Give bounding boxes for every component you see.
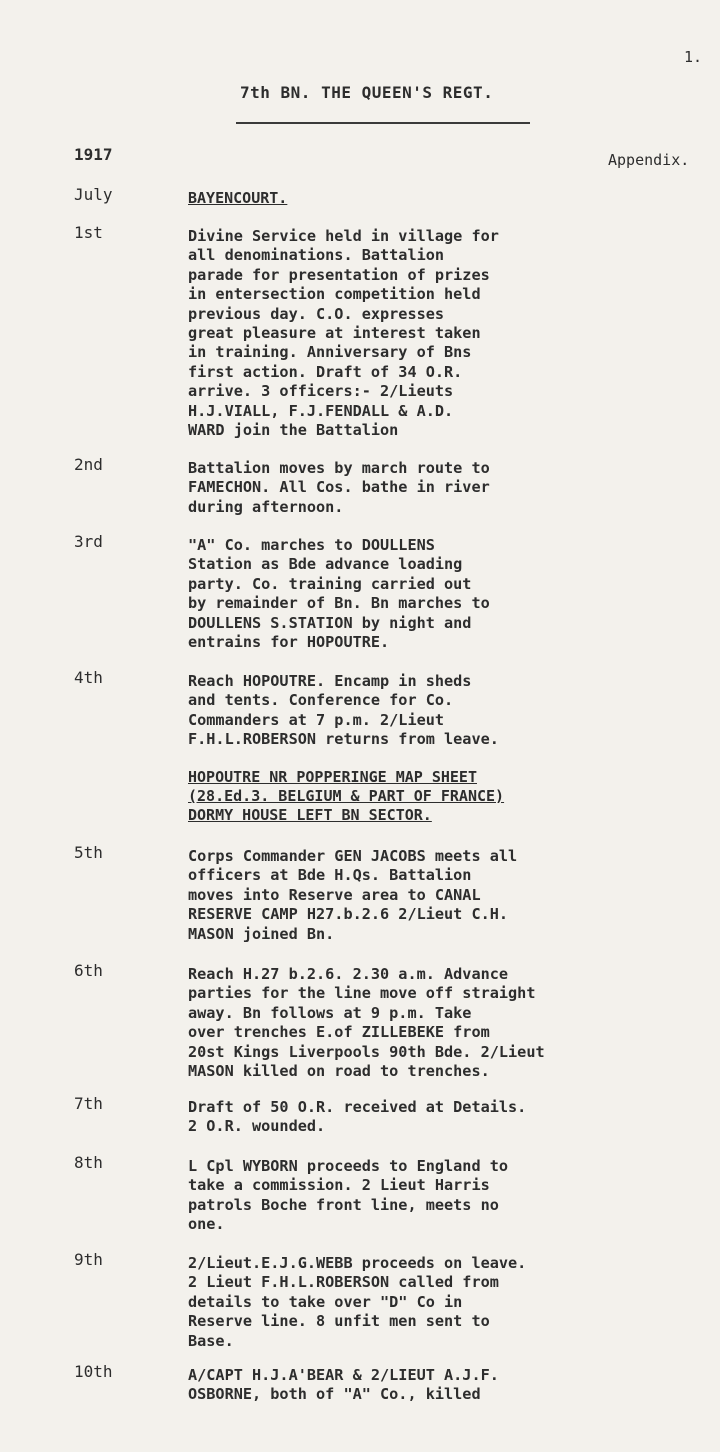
- entry-line: over trenches E.of ZILLEBEKE from: [188, 1023, 490, 1042]
- year: 1917: [74, 145, 113, 164]
- entry-line: parties for the line move off straight: [188, 984, 536, 1003]
- entry-line: all denominations. Battalion: [188, 246, 445, 265]
- entry-text: [188, 965, 545, 1081]
- entry-day: 5th: [74, 843, 103, 862]
- entry-text: [188, 459, 490, 517]
- entry-text: [188, 672, 499, 750]
- entry-text: [188, 1098, 526, 1137]
- entry-day: 4th: [74, 668, 103, 687]
- entry-line: MASON joined Bn.: [188, 924, 335, 943]
- entry-line: 2 O.R. wounded.: [188, 1117, 326, 1136]
- entry-day: 2nd: [74, 455, 103, 474]
- entry-line: A/CAPT H.J.A'BEAR & 2/LIEUT A.J.F.: [188, 1366, 499, 1384]
- entry-line: Commanders at 7 p.m. 2/Lieut: [188, 710, 445, 729]
- entry-line: one.: [188, 1215, 225, 1234]
- entry-line: Reach HOPOUTRE. Encamp in sheds: [188, 672, 472, 690]
- entry-line: during afternoon.: [188, 497, 344, 516]
- entry-text: [188, 536, 490, 652]
- entry-day: 6th: [74, 961, 103, 980]
- entry-line: officers at Bde H.Qs. Battalion: [188, 866, 472, 885]
- entry-line: entrains for HOPOUTRE.: [188, 632, 390, 651]
- entry-text: [188, 1366, 499, 1405]
- entry-line: 20st Kings Liverpools 90th Bde. 2/Lieut: [188, 1042, 545, 1061]
- entry-line: 2 Lieut F.H.L.ROBERSON called from: [188, 1273, 499, 1292]
- section-heading-line: DORMY HOUSE LEFT BN SECTOR.: [188, 806, 432, 824]
- entry-line: RESERVE CAMP H27.b.2.6 2/Lieut C.H.: [188, 905, 509, 924]
- entry-line: Reach H.27 b.2.6. 2.30 a.m. Advance: [188, 965, 509, 983]
- entry-line: Station as Bde advance loading: [188, 555, 463, 574]
- entry-day: 7th: [74, 1094, 103, 1113]
- entry-line: party. Co. training carried out: [188, 574, 472, 593]
- entry-line: great pleasure at interest taken: [188, 323, 481, 342]
- entry-line: Corps Commander GEN JACOBS meets all: [188, 847, 518, 865]
- entry-line: L Cpl WYBORN proceeds to England to: [188, 1157, 509, 1175]
- entry-line: Battalion moves by march route to: [188, 459, 490, 477]
- entry-day: 3rd: [74, 532, 103, 551]
- entry-text: [188, 1157, 508, 1235]
- entry-line: MASON killed on road to trenches.: [188, 1061, 490, 1080]
- entry-line: Reserve line. 8 unfit men sent to: [188, 1312, 490, 1331]
- entry-line: Draft of 50 O.R. received at Details.: [188, 1098, 527, 1116]
- entry-line: first action. Draft of 34 O.R.: [188, 362, 463, 381]
- entry-day: 9th: [74, 1250, 103, 1269]
- page-number: 1.: [684, 48, 703, 66]
- title-underline: [236, 122, 530, 124]
- entry-text: [188, 847, 517, 944]
- entry-line: moves into Reserve area to CANAL: [188, 885, 481, 904]
- entry-text: [188, 227, 499, 440]
- entry-line: DOULLENS S.STATION by night and: [188, 613, 472, 632]
- location-heading: BAYENCOURT.: [188, 189, 288, 207]
- entry-line: previous day. C.O. expresses: [188, 304, 445, 323]
- entry-day: 8th: [74, 1153, 103, 1172]
- entry-line: patrols Boche front line, meets no: [188, 1195, 499, 1214]
- entry-line: H.J.VIALL, F.J.FENDALL & A.D.: [188, 401, 454, 420]
- entry-line: F.H.L.ROBERSON returns from leave.: [188, 730, 499, 749]
- entry-line: "A" Co. marches to DOULLENS: [188, 536, 435, 554]
- month: July: [74, 185, 113, 204]
- entry-line: Divine Service held in village for: [188, 227, 499, 245]
- entry-line: FAMECHON. All Cos. bathe in river: [188, 478, 490, 497]
- entry-day: 10th: [74, 1362, 113, 1381]
- entry-line: away. Bn follows at 9 p.m. Take: [188, 1003, 472, 1022]
- entry-line: and tents. Conference for Co.: [188, 691, 454, 710]
- document-title: 7th BN. THE QUEEN'S REGT.: [240, 83, 494, 102]
- entry-line: by remainder of Bn. Bn marches to: [188, 594, 490, 613]
- entry-line: in entersection competition held: [188, 285, 481, 304]
- section-heading-line: (28.Ed.3. BELGIUM & PART OF FRANCE): [188, 787, 505, 805]
- entry-line: WARD join the Battalion: [188, 420, 399, 439]
- section-heading-line: HOPOUTRE NR POPPERINGE MAP SHEET: [188, 768, 477, 786]
- entry-line: 2/Lieut.E.J.G.WEBB proceeds on leave.: [188, 1254, 527, 1272]
- entry-line: details to take over "D" Co in: [188, 1292, 463, 1311]
- section-heading: [188, 768, 504, 825]
- entry-line: Base.: [188, 1331, 234, 1350]
- entry-line: in training. Anniversary of Bns: [188, 343, 472, 362]
- entry-text: [188, 1254, 526, 1351]
- entry-line: parade for presentation of prizes: [188, 265, 490, 284]
- entry-line: take a commission. 2 Lieut Harris: [188, 1176, 490, 1195]
- entry-day: 1st: [74, 223, 103, 242]
- appendix-label: Appendix.: [608, 151, 690, 169]
- entry-line: OSBORNE, both of "A" Co., killed: [188, 1385, 481, 1404]
- entry-line: arrive. 3 officers:- 2/Lieuts: [188, 382, 454, 401]
